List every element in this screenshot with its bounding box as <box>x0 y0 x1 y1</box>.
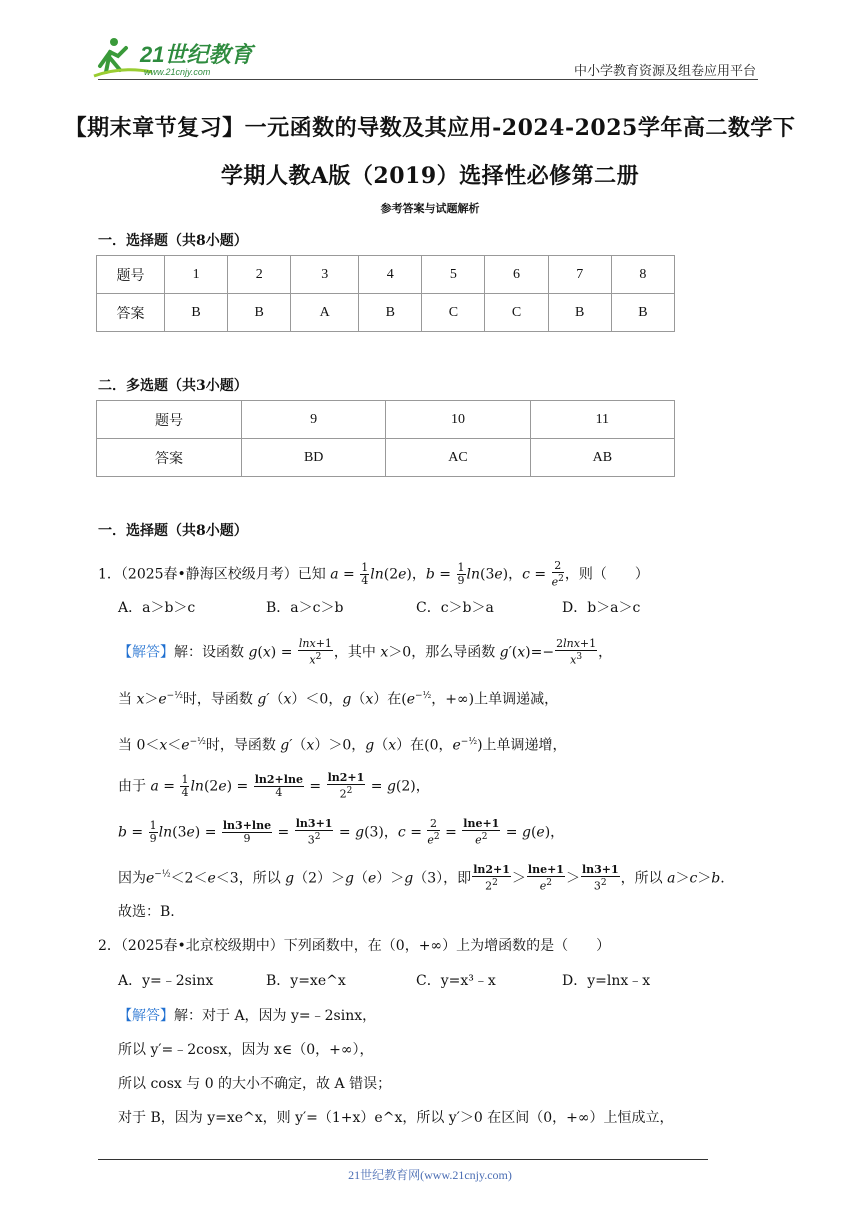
table-cell: 答案 <box>97 439 242 477</box>
table-cell: 1 <box>165 256 228 294</box>
answer-tag: 【解答】 <box>118 1008 174 1024</box>
footer-divider <box>98 1159 708 1160</box>
table-row <box>97 401 675 439</box>
table-cell: B <box>359 294 422 332</box>
q1-solution-line-1: 【解答】解：设函数 g(x) = $\frac{\ln x+1}{x^2}$ ，其中 x＞0，那么导函数 g′(x)=− $\frac{2\ln x+1}{x^3}$ ， <box>118 637 613 667</box>
q1-option-a: A．a＞b＞c <box>118 600 196 616</box>
table-cell: 答案 <box>97 294 165 332</box>
table-cell: 9 <box>242 401 386 439</box>
answer-table-choice <box>96 255 675 332</box>
q2-solution-line-1: 【解答】解：对于 A，因为 y=﹣2sinx， <box>118 1008 377 1024</box>
q2-option-d: D．y=lnx﹣x <box>562 973 651 989</box>
table-cell: B <box>165 294 228 332</box>
table-row <box>97 439 675 477</box>
q1-option-d: D．b＞a＞c <box>562 600 641 616</box>
document-title <box>60 104 800 200</box>
table-row <box>97 294 675 332</box>
q1-solution-line-5: b = $\frac{1}{9}$ ln(3e) = $\frac{\ln 3+\ln e}{9}$ = $\frac{\ln 3+1}{3^2}$ = g(3)，c = $\frac{2}{e^2}$ = $\frac{\ln e+1}{e^2}$ = g(e)， <box>118 817 565 847</box>
q2-option-c: C．y=x³﹣x <box>416 973 496 989</box>
table-cell: 5 <box>422 256 485 294</box>
footer-link[interactable]: 21世纪教育网(www.21cnjy.com) <box>348 1168 512 1182</box>
svg-text:www.21cnjy.com: www.21cnjy.com <box>144 67 211 77</box>
table-cell: B <box>228 294 291 332</box>
table-cell: B <box>611 294 674 332</box>
q1-solution-line-3: 当 $0<x<e^{-\frac{1}{2}}$时，导函数 g′（x）＞0，g（x）在(0，$e^{-\frac{1}{2}}$)上单调递增， <box>118 737 567 754</box>
table-cell: 7 <box>548 256 611 294</box>
q2-option-a: A．y=﹣2sinx <box>118 973 214 989</box>
q2-solution-line-4: 对于 B，因为 y=xe^x，则 y′=（1+x）e^x，所以 y′＞0 在区间（0，+∞）上恒成立， <box>118 1110 674 1126</box>
table-row <box>97 256 675 294</box>
answer-tag: 【解答】 <box>118 644 174 661</box>
q1-solution-line-7: 故选：B. <box>118 904 175 920</box>
title-line-2: 学期人教A版（2019）选择性必修第二册 <box>220 163 640 189</box>
q1-option-c: C．c＞b＞a <box>416 600 494 616</box>
q1-solution-line-4: 由于 a = $\frac{1}{4}$ ln(2e) = $\frac{\ln 2+\ln e}{4}$ = $\frac{\ln 2+1}{2^2}$ = g(2)， <box>118 771 430 801</box>
header-divider <box>98 79 758 80</box>
q1-option-b: B．a＞c＞b <box>266 600 344 616</box>
table-cell: AB <box>530 439 674 477</box>
table-cell: B <box>548 294 611 332</box>
table-cell: C <box>422 294 485 332</box>
table-cell: BD <box>242 439 386 477</box>
table-cell: 题号 <box>97 256 165 294</box>
table-cell: C <box>485 294 548 332</box>
q1-solution-line-6: 因为$e^{-\frac{1}{2}}<2<e<3$，所以 g（2）＞g（e）＞g（3），即 $\frac{\ln 2+1}{2^2}$ ＞ $\frac{\ln e+1}{e^2}$ ＞ $\frac{\ln 3+1}{3^2}$ ，所以 a＞c＞b. <box>118 863 725 893</box>
subtitle: 参考答案与试题解析 <box>380 202 480 215</box>
table-cell: A <box>291 294 359 332</box>
table-cell: 11 <box>530 401 674 439</box>
q2-option-b: B．y=xe^x <box>266 973 346 989</box>
platform-name: 中小学教育资源及组卷应用平台 <box>573 63 756 78</box>
section-heading-solutions: 一．选择题（共8小题） <box>98 523 248 539</box>
q2-solution-line-3: 所以 cosx 与 0 的大小不确定，故 A 错误； <box>118 1076 392 1092</box>
question-1-stem: 1．（2025春•静海区校级月考）已知 a = $\frac{1}{4}$ ln(2e)，b = $\frac{1}{9}$ ln(3e)，c = $\frac{2}{e^2}$ ，则（ ） <box>98 559 649 589</box>
q2-solution-line-2: 所以 y′=﹣2cosx，因为 x∈（0，+∞）， <box>118 1042 374 1058</box>
section-heading-choice: 一．选择题（共8小题） <box>98 233 248 249</box>
section-heading-multi: 二．多选题（共3小题） <box>98 378 248 394</box>
runner-logo-icon <box>92 36 262 80</box>
table-cell: 6 <box>485 256 548 294</box>
table-cell: 3 <box>291 256 359 294</box>
q1-solution-line-2: 当 $x>e^{-\frac{1}{2}}$时，导函数 g′（x）＜0，g（x）在($e^{-\frac{1}{2}}$，+∞)上单调递减， <box>118 691 559 708</box>
question-2-stem: 2．（2025春•北京校级期中）下列函数中，在（0，+∞）上为增函数的是（ ） <box>98 938 611 954</box>
site-logo <box>92 36 262 80</box>
table-cell: AC <box>386 439 530 477</box>
answer-table-multi <box>96 400 675 477</box>
svg-text:21世纪教育: 21世纪教育 <box>140 42 253 67</box>
table-cell: 8 <box>611 256 674 294</box>
table-cell: 10 <box>386 401 530 439</box>
title-line-1: 【期末章节复习】一元函数的导数及其应用-2024-2025学年高二数学下 <box>64 115 796 141</box>
table-cell: 2 <box>228 256 291 294</box>
table-cell: 4 <box>359 256 422 294</box>
table-cell: 题号 <box>97 401 242 439</box>
